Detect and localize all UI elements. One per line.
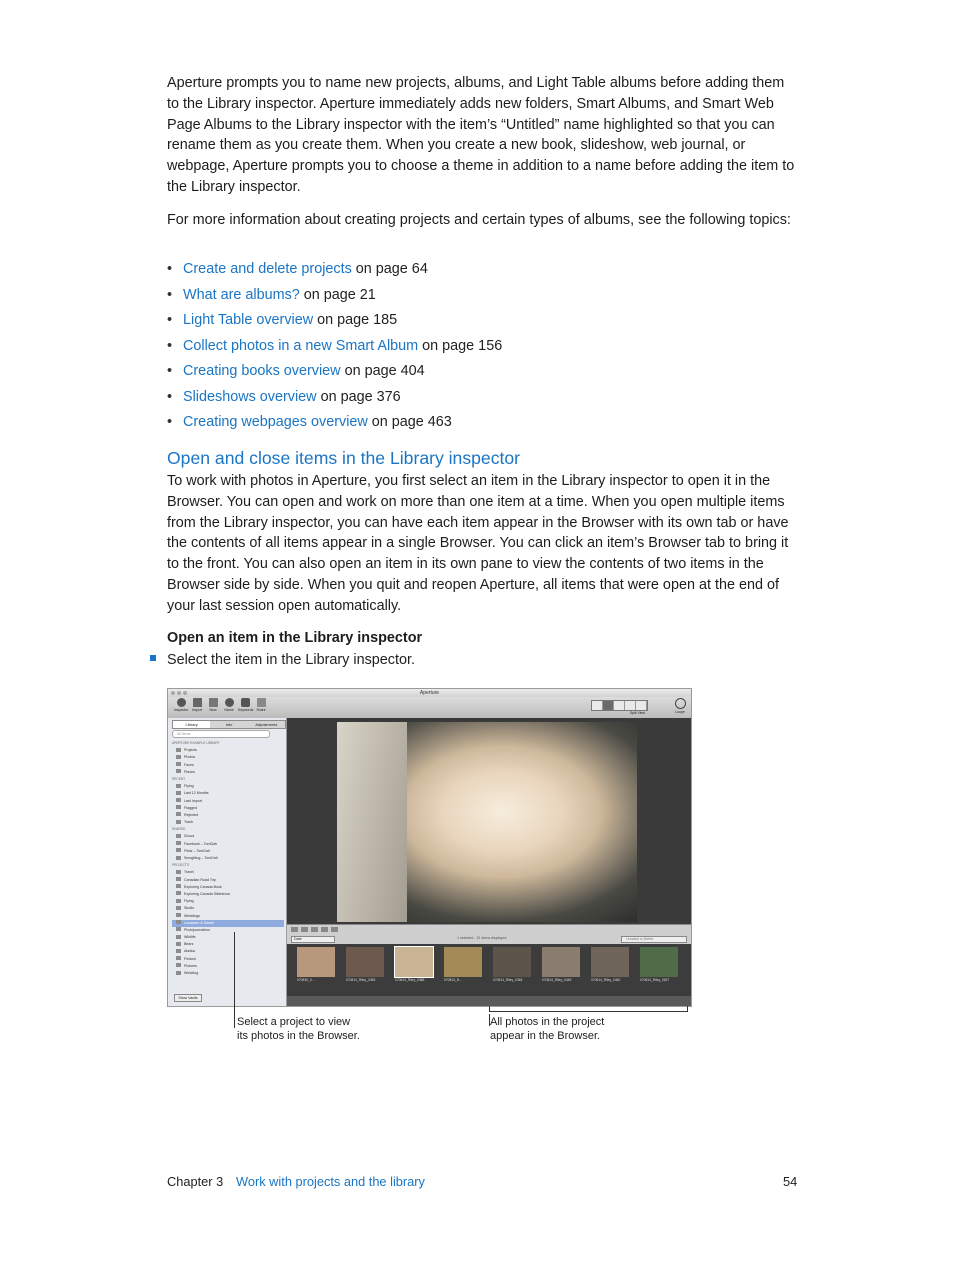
tab-library[interactable]: Library (173, 721, 210, 728)
thumbnail-image (542, 947, 580, 977)
tree-item[interactable]: Lucassen & Daniel (172, 920, 284, 927)
tree-item[interactable]: iCloud (172, 833, 284, 840)
page-number: 54 (783, 1174, 798, 1189)
topic-link[interactable]: Creating books overview (183, 363, 341, 379)
tree-item[interactable]: Flying (172, 783, 284, 790)
share-button[interactable]: Share (254, 698, 268, 712)
callout-left: Select a project to view its photos in the Browser. (237, 1016, 360, 1042)
task-heading: Open an item in the Library inspector (167, 630, 423, 646)
tool-icon[interactable] (291, 927, 298, 932)
browser-thumbnail[interactable] (591, 947, 629, 989)
thumbnail-caption: 070814_Riley_0388 (395, 978, 425, 982)
viewer (287, 718, 691, 924)
folder-icon (176, 762, 181, 766)
browser-thumbnail[interactable] (444, 947, 482, 989)
tab-adjustments[interactable]: Adjustments (248, 721, 285, 728)
thumbnail-image (346, 947, 384, 977)
folder-icon (176, 784, 181, 788)
folder-icon (176, 935, 181, 939)
view-mode-buttons[interactable] (591, 700, 648, 711)
tree-item[interactable]: Faces (172, 762, 284, 769)
tree-section-header: APERTURE EXAMPLE LIBRARY (172, 741, 220, 745)
callout-bracket (687, 1006, 688, 1012)
tree-item[interactable]: Flying (172, 898, 284, 905)
topics-list (167, 258, 502, 437)
toolbar (168, 697, 691, 719)
bouquet-photo (337, 722, 637, 922)
tree-item[interactable]: Studio (172, 905, 284, 912)
thumbnail-image (444, 947, 482, 977)
inspector-tabs (172, 720, 286, 729)
browser-thumbnail[interactable] (493, 947, 531, 989)
callout-leader-line (234, 932, 235, 1028)
tree-item[interactable]: Exploring Canada Slideshow (172, 891, 284, 898)
folder-icon (176, 942, 181, 946)
tool-icon[interactable] (321, 927, 328, 932)
thumbnail-image (493, 947, 531, 977)
library-search-input[interactable]: All Items (172, 730, 270, 738)
folder-icon (176, 834, 181, 838)
tree-item[interactable]: Exploring Canada Book (172, 884, 284, 891)
loupe-button[interactable]: Loupe (673, 698, 687, 714)
show-vaults-button[interactable]: Show Vaults (174, 994, 202, 1002)
folder-icon (176, 927, 181, 931)
tree-item[interactable]: Wedding (172, 970, 284, 977)
inspector-button[interactable]: Inspector (174, 698, 188, 712)
list-item: • Creating webpages overview on page 463 (167, 414, 452, 430)
tree-section-header: PROJECTS (172, 863, 190, 868)
window-titlebar (168, 689, 691, 697)
list-item: • Slideshows overview on page 376 (167, 388, 401, 405)
folder-icon (176, 805, 181, 809)
aperture-screenshot (167, 688, 692, 1007)
folder-icon (176, 956, 181, 960)
browser-thumbnail[interactable] (297, 947, 335, 989)
thumbnail-image (591, 947, 629, 977)
folder-icon (176, 920, 181, 924)
browser-thumbnail[interactable] (395, 947, 433, 989)
thumbnail-caption: 070814_Riley_0827 (640, 978, 670, 982)
topic-link[interactable]: Creating webpages overview (183, 414, 368, 430)
tree-section-header: RECENT (172, 776, 186, 781)
tool-icon[interactable] (331, 927, 338, 932)
thumbnail-image (297, 947, 335, 977)
browser-thumbnail[interactable] (640, 947, 678, 989)
name-button[interactable]: Name (222, 698, 236, 712)
thumbnail-caption: 070814_Riley_0348 (493, 978, 523, 982)
status-text: 1 selected - 51 items displayed (457, 936, 507, 940)
section-heading: Open and close items in the Library inspector (167, 448, 521, 468)
tree-item[interactable]: Finland (172, 956, 284, 963)
list-item: • Create and delete projects on page 64 (167, 261, 428, 277)
callout-bracket (489, 1006, 490, 1012)
sort-select[interactable]: Date (291, 936, 335, 943)
list-item: • What are albums? on page 21 (167, 286, 376, 303)
folder-icon (176, 769, 181, 773)
topic-link[interactable]: Slideshows overview (183, 388, 317, 405)
tool-icon[interactable] (311, 927, 318, 932)
tree-item[interactable]: Last 12 Months (172, 790, 284, 797)
split-view-label: Split View (629, 711, 645, 715)
tree-item[interactable]: Projects (172, 747, 284, 754)
folder-icon (176, 891, 181, 895)
folder-icon (176, 841, 181, 845)
folder-icon (176, 963, 181, 967)
filter-search-input[interactable]: Unrated or Better (621, 936, 687, 943)
section-body: To work with photos in Aperture, you first select an item in the Library inspector to open it in the Browser. You can open and work on more than one item at a time. When you open multiple items from the Library inspector, you can have each item appear in the Browser with its own tab or have the contents of all items appear in a single Browser. You can click an item’s Browser tab to bring it to the front. You can also open an item in its own pane to view the contents of two items in the Browser side by side. When you quit and reopen Aperture, all items that were open at the end of your last session open automatically. (167, 473, 789, 614)
browser-thumbnail[interactable] (542, 947, 580, 989)
thumbnail-caption: 070814_Riley_0449 (542, 978, 572, 982)
folder-icon (176, 848, 181, 852)
tool-icon[interactable] (301, 927, 308, 932)
tree-item[interactable]: Flagged (172, 805, 284, 812)
folder-icon (176, 949, 181, 953)
tree-item[interactable]: Pictures (172, 963, 284, 970)
folder-icon (176, 856, 181, 860)
task-step: Select the item in the Library inspector. (150, 652, 415, 668)
folder-icon (176, 820, 181, 824)
folder-icon (176, 870, 181, 874)
zoom-icon[interactable] (183, 691, 187, 695)
browser-controls (287, 924, 691, 945)
browser-filmstrip (287, 944, 691, 996)
tree-item[interactable]: Travel (172, 869, 284, 876)
new-button[interactable]: New (206, 698, 220, 712)
tree-item[interactable]: Alaska (172, 948, 284, 955)
folder-icon (176, 748, 181, 752)
folder-icon (176, 791, 181, 795)
topic-link[interactable]: What are albums? (183, 286, 300, 303)
tree-item[interactable]: Bears (172, 941, 284, 948)
library-tree (172, 740, 284, 977)
tree-item[interactable]: Photos (172, 754, 284, 761)
tree-item[interactable]: SmugMug – TomDah (172, 855, 284, 862)
folder-icon (176, 798, 181, 802)
list-item: • Creating books overview on page 404 (167, 363, 425, 379)
window-title: Aperture (419, 690, 440, 696)
tree-item[interactable]: Flickr – TomDah (172, 848, 284, 855)
tree-item[interactable]: Trash (172, 819, 284, 826)
tree-section-header: SHARED (172, 827, 186, 832)
browser-scrollbar[interactable] (287, 996, 691, 1006)
tab-info[interactable]: Info (210, 721, 247, 728)
folder-icon (176, 884, 181, 888)
folder-icon (176, 755, 181, 759)
tree-item[interactable]: Rejected (172, 812, 284, 819)
thumbnail-caption: 070813_R… (444, 978, 463, 982)
callout-bracket (489, 1011, 687, 1012)
import-button[interactable]: Import (190, 698, 204, 712)
minimize-icon[interactable] (177, 691, 181, 695)
step-bullet-icon (150, 655, 156, 661)
thumbnail-caption: 070814_Riley_0462 (591, 978, 621, 982)
tree-item[interactable]: Places (172, 769, 284, 776)
tree-item[interactable]: Weddings (172, 913, 284, 920)
browser-thumbnail[interactable] (346, 947, 384, 989)
tree-item[interactable]: Canadian Road Trip (172, 877, 284, 884)
topic-link[interactable]: Light Table overview (183, 312, 314, 328)
thumbnail-caption: 070814_Riley_0383 (346, 978, 376, 982)
topic-link[interactable]: Collect photos in a new Smart Album (183, 337, 419, 354)
close-icon[interactable] (171, 691, 175, 695)
folder-icon (176, 899, 181, 903)
keywords-button[interactable]: Keywords (238, 698, 252, 712)
footer-chapter: Chapter 3 (167, 1174, 224, 1189)
intro-paragraph: Aperture prompts you to name new projects, albums, and Light Table albums before adding them to the Library inspector. Aperture immediately adds new folders, Smart Albums, and Smart Web Page Albums to the Library inspector with the item’s “Untitled” name highlighted so that you can rename them as you create them. When you create a new book, slideshow, web journal, or webpage, Aperture prompts you to choose a theme in addition to a name before adding the item to the Library inspector. (167, 75, 795, 195)
folder-icon (176, 913, 181, 917)
topic-link[interactable]: Create and delete projects (183, 261, 352, 277)
callout-right: All photos in the project appear in the Browser. (490, 1016, 605, 1042)
folder-icon (176, 812, 181, 816)
tree-item[interactable]: Photojournalism (172, 927, 284, 934)
tree-item[interactable]: Facebook – TomDah (172, 841, 284, 848)
library-inspector (168, 718, 287, 1006)
folder-icon (176, 971, 181, 975)
folder-icon (176, 877, 181, 881)
tree-item[interactable]: Wildlife (172, 934, 284, 941)
thumbnail-image (640, 947, 678, 977)
list-item: • Collect photos in a new Smart Album on page 156 (167, 337, 503, 354)
folder-icon (176, 906, 181, 910)
tree-item[interactable]: Last Import (172, 798, 284, 805)
footer-chapter-title[interactable]: Work with projects and the library (236, 1174, 425, 1189)
thumbnail-caption: 070830_0… (297, 978, 315, 982)
thumbnail-image (395, 947, 433, 977)
list-item: • Light Table overview on page 185 (167, 312, 398, 328)
topics-intro: For more information about creating projects and certain types of albums, see the following topics: (167, 212, 791, 228)
